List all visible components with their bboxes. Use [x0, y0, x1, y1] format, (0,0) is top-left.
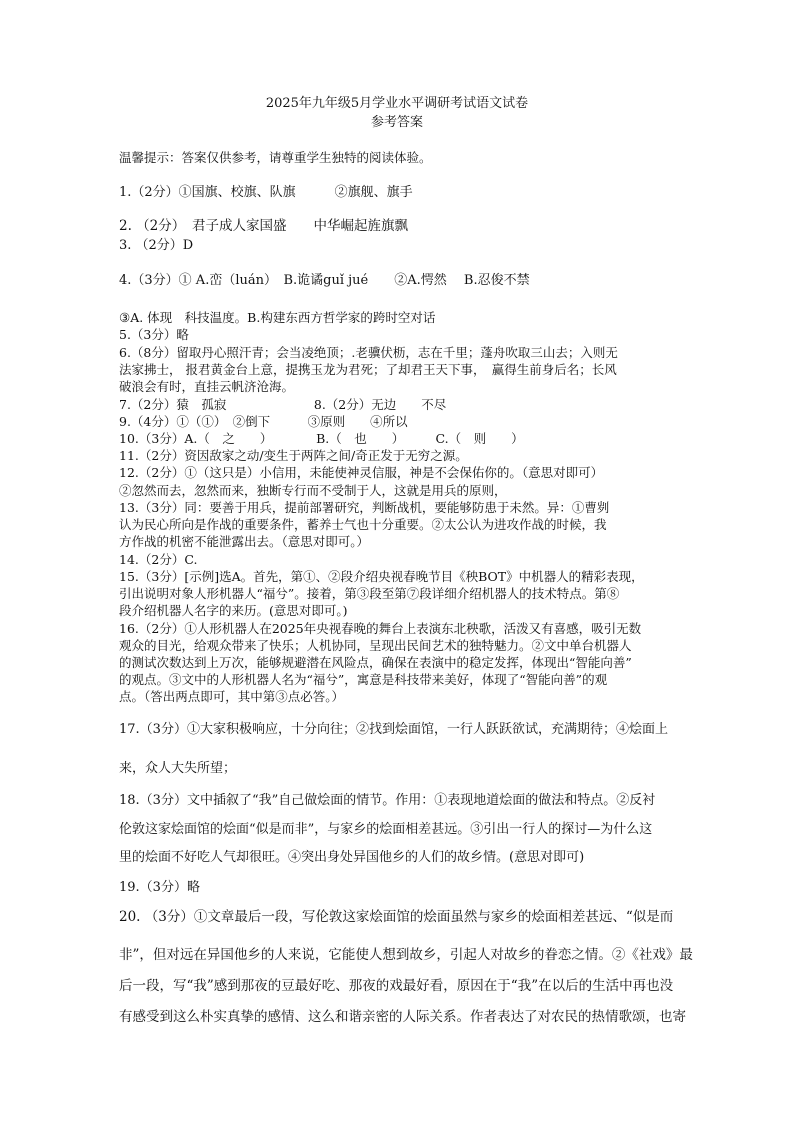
answer-line: 的测试次数达到上万次，能够规避潜在风险点，确保在表演中的稳定发挥，体现出“智能向善” [119, 655, 632, 670]
answer-line: 16.（2分）①人形机器人在2025年央视春晚的舞台上表演东北秧歌，活泼又有喜感，吸引无数 [119, 621, 642, 636]
answer-line: 5.（3分）略 [119, 327, 189, 342]
answer-line: 方作战的机密不能泄露出去。（意思对即可。） [119, 534, 370, 549]
answer-line: 7.（2分）猿 孤寂 8.（2分）无边 不尽 [119, 397, 447, 412]
answer-line: 引出说明对象人形机器人“福兮”。接着，第③段至第⑦段详细介绍机器人的技术特点。第⑧ [119, 586, 620, 601]
answer-line: 20. （3分）①文章最后一段，写伦敦这家烩面馆的烩面虽然与家乡的烩面相差甚远、“似是而 [119, 909, 674, 925]
answer-line: 点。（答出两点即可，其中第③点必答。） [119, 689, 345, 704]
answer-line: 来，众人大失所望； [119, 761, 237, 776]
answer-line: 13.（3分）同：要善于用兵，提前部署研究，判断战机，要能够防患于未然。异：①曹刿 [119, 500, 610, 515]
answer-line: 有感受到这么朴实真挚的感情、这么和谐亲密的人际关系。作者表达了对农民的热情歌颂，也寄 [119, 1009, 686, 1025]
answer-line: 14.（2分）C. [119, 552, 198, 567]
answer-line: 破浪会有时，直挂云帆济沧海。 [119, 379, 295, 394]
answer-line: 10.（3分）A.（ 之 ） B.（ 也 ） C.（ 则 ） [119, 431, 524, 446]
answer-line: ③A. 体现 科技温度。B.构建东西方哲学家的跨时空对话 [119, 310, 436, 325]
answer-line: 伦敦这家烩面馆的烩面“似是而非”，与家乡的烩面相差甚远。③引出一行人的探讨—为什么这 [119, 822, 653, 837]
answer-line: 1.（2分）①国旗、校旗、队旗 ②旗舰、旗手 [119, 185, 413, 200]
answer-line: 2. （2分） 君子成人家国盛 中华崛起旌旗飘 [119, 218, 409, 234]
answer-line: 6.（8分）留取丹心照汗青；会当凌绝顶；.老骥伏枥，志在千里；蓬舟吹取三山去；入则无 [119, 345, 618, 360]
answer-line: 4.（3分）① A.峦（luán） B.诡谲guǐ jué ②A.愕然 B.忍俊不禁 [119, 273, 530, 288]
answer-line: 12.（2分）①（这只是）小信用，未能使神灵信服，神是不会保佑你的。（意思对即可） [119, 465, 604, 480]
answer-line: 的观点。③文中的人形机器人名为“福兮”，寓意是科技带来美好，体现了“智能向善”的观 [119, 672, 608, 687]
answer-line: 17.（3分）①大家积极响应，十分向往；②找到烩面馆，一行人跃跃欲试，充满期待；④烩面上 [119, 722, 668, 737]
answer-line: 18.（3分）文中插叙了“我”自己做烩面的情节。作用：①表现地道烩面的做法和特点。②反衬 [119, 793, 656, 808]
answer-line: 15.（3分）[示例]选A。首先，第①、②段介绍央视春晚节目《秧BOT》中机器人的精彩表现， [119, 569, 644, 584]
hint-line: 温馨提示：答案仅供参考，请尊重学生独特的阅读体验。 [119, 150, 432, 165]
answer-line: 段介绍机器人名字的来历。(意思对即可。) [119, 603, 348, 618]
document-subtitle: 参考答案 [370, 115, 423, 130]
answer-line: 法家拂士， 报君黄金台上意，提携玉龙为君死；了却君王天下事， 赢得生前身后名；长风 [119, 362, 617, 377]
answer-line: 后一段，写“我”感到那夜的豆最好吃、那夜的戏最好看，原因在于“我”在以后的生活中再也没 [119, 978, 674, 994]
answer-line: 3. （2分）D [119, 238, 194, 253]
answer-line: 认为民心所向是作战的重要条件，蓄养士气也十分重要。②太公认为进攻作战的时候，我 [119, 517, 607, 532]
answer-line: 里的烩面不好吃人气却很旺。④突出身处异国他乡的人们的故乡情。(意思对即可) [119, 850, 585, 865]
answer-line: 9.（4分）①（①） ②倒下 ③原则 ④所以 [119, 414, 408, 429]
answer-line: ②忽然而去，忽然而来，独断专行而不受制于人，这就是用兵的原则， [119, 483, 507, 498]
answer-line: 非”，但对远在异国他乡的人来说，它能使人想到故乡，引起人对故乡的眷恋之情。②《社戏》最 [119, 947, 693, 963]
answer-line: 19.（3分）略 [119, 880, 200, 895]
answer-line: 观众的目光，给观众带来了快乐；人机协同，呈现出民间艺术的独特魅力。②文中单台机器人 [119, 638, 632, 653]
document-title: 2025年九年级5月学业水平调研考试语文试卷 [265, 96, 529, 111]
answer-line: 11.（2分）资因敌家之动/变生于两阵之间/奇正发于无穷之源。 [119, 448, 468, 463]
